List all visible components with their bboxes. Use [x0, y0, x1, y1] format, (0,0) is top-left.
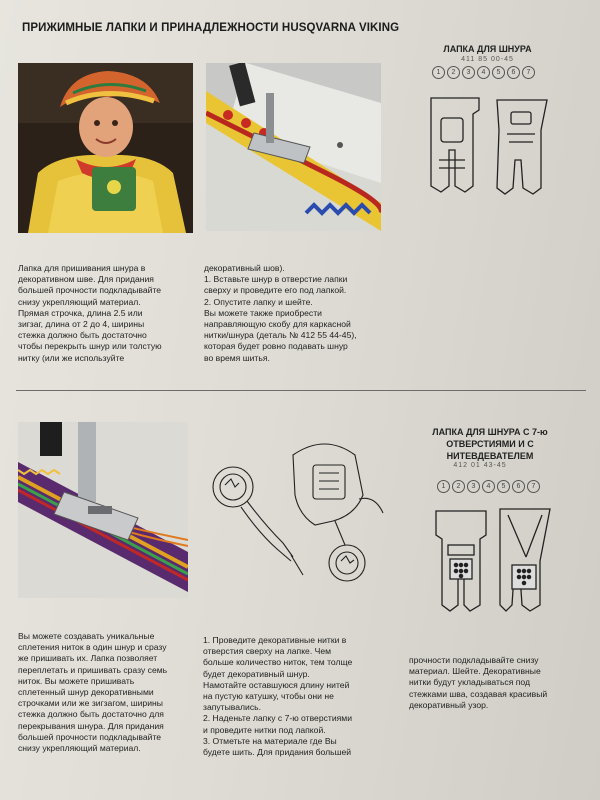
- child-photo: [18, 63, 193, 233]
- foot-2-title: ЛАПКА ДЛЯ ШНУРА С 7-ю ОТВЕРСТИЯМИ И С НИТЕВДЕВАТЕЛЕМ: [432, 427, 548, 461]
- section-1-text-left: Лапка для пришивания шнура в декоративном шве. Для придания большей прочности подкладывайте снизу укрепляющий материал. Прямая строчка, длина 2.5 или зигзаг, длина от 2 до 4, ширины стежка должно быть достаточно чтобы перекрыть шнур или толстую нитку (или же используйте: [18, 263, 162, 363]
- machine-circle: 1: [437, 480, 450, 493]
- section-1-text-right: декоративный шов). 1. Вставьте шнур в отверстие лапки сверху и проведите его под лапкой. 2. Опустите лапку и шейте. Вы можете также приобрести направляющую скобу для каркасной нитки/шнура (деталь № 412 55 44-45), которая будет ровно подавать шнур во время шитья.: [204, 263, 357, 363]
- machine-circle: 2: [447, 66, 460, 79]
- machine-circle: 4: [477, 66, 490, 79]
- section-2-text-right: прочности подкладывайте снизу материал. Шейте. Декоративные нитки будут укладываться под стежками шва, создавая красивый декоративный узор.: [409, 655, 548, 710]
- machine-circle: 7: [527, 480, 540, 493]
- section-2-text-left: Вы можете создавать уникальные сплетения ниток в один шнур и сразу же пришивать их. Лапка позволяет переплетать и пришивать сразу семь ниток. Вы можете пришивать сплетенный шнур декоративными строчками или же зигзагом, ширины стежка должно быть достаточно для перекрывания шнура. Для придания большей прочности подкладывайте снизу укрепляющий материал.: [18, 631, 168, 754]
- sewing-photo-1: [206, 63, 381, 231]
- sewing-photo-2: [18, 422, 188, 598]
- page-title: ПРИЖИМНЫЕ ЛАПКИ И ПРИНАДЛЕЖНОСТИ HUSQVARNA VIKING: [22, 22, 400, 34]
- cord-foot-diagram: [425, 90, 555, 205]
- foot-1-machine-circles: [432, 66, 535, 79]
- machine-circle: 6: [512, 480, 525, 493]
- machine-circle: 7: [522, 66, 535, 79]
- section-2-text-mid: 1. Проведите декоративные нитки в отверстия сверху на лапке. Чем больше количество ниток, тем толще будет декоративный шнур. Намотайте оставшуюся длину нитей на пустую катушку, чтобы они не запутывались. 2. Наденьте лапку с 7-ю отверстиями и проведите нитки под лапкой. 3. Отметьте на материале где Вы будете шить. Для придания большей: [203, 635, 353, 758]
- machine-circle: 5: [492, 66, 505, 79]
- machine-circle: 3: [462, 66, 475, 79]
- threader-illustration: [205, 425, 395, 595]
- foot-2-part-number: 412 01 43-45: [453, 462, 507, 469]
- foot-2-machine-circles: [437, 480, 540, 493]
- machine-circle: 6: [507, 66, 520, 79]
- machine-circle: 2: [452, 480, 465, 493]
- machine-circle: 5: [497, 480, 510, 493]
- seven-hole-foot-diagram: [430, 505, 570, 615]
- section-divider: [16, 390, 586, 391]
- foot-1-title: ЛАПКА ДЛЯ ШНУРА: [443, 44, 532, 54]
- machine-circle: 4: [482, 480, 495, 493]
- machine-circle: 3: [467, 480, 480, 493]
- machine-circle: 1: [432, 66, 445, 79]
- foot-1-part-number: 411 85 00-45: [461, 56, 514, 63]
